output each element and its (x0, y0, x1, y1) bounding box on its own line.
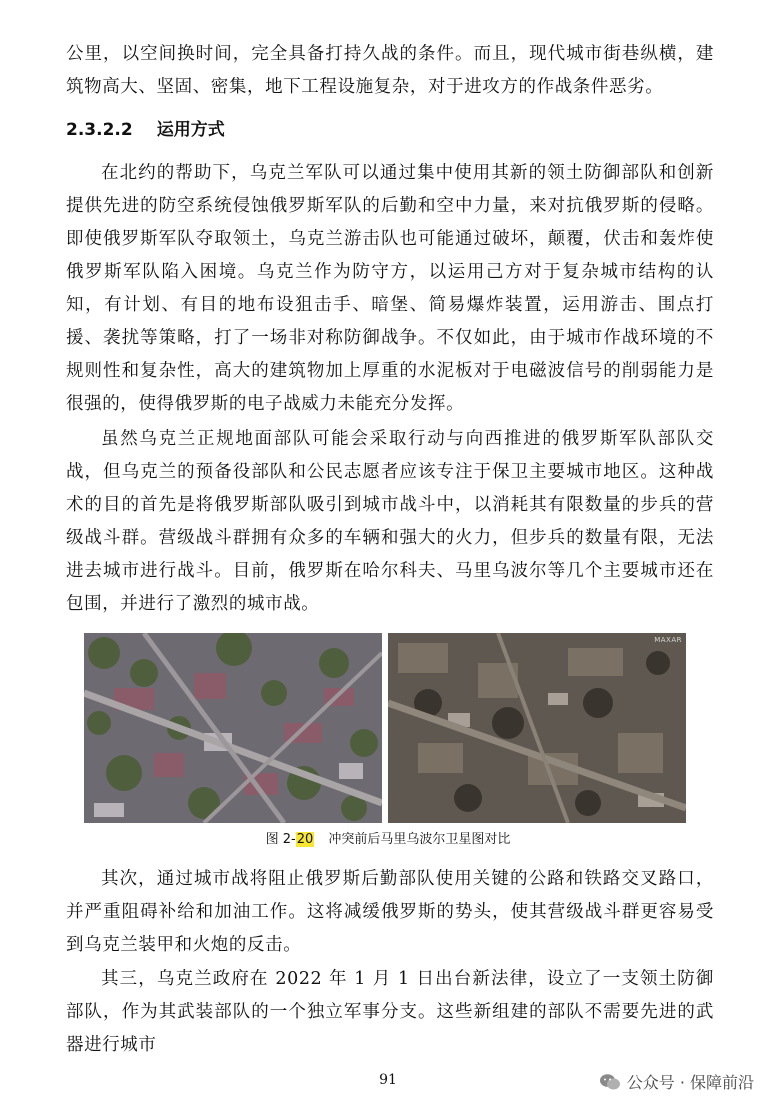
paragraph-intro: 公里，以空间换时间，完全具备打持久战的条件。而且，现代城市街巷纵横，建筑物高大、坚固、密集，地下工程设施复杂，对于进攻方的作战条件恶劣。 (66, 44, 714, 97)
paragraph-logistics: 其次，通过城市战将阻止俄罗斯后勤部队使用关键的公路和铁路交叉路口，并严重阻碍补给和加油工作。这将减缓俄罗斯的势头，使其营级战斗群更容易受到乌克兰装甲和火炮的反击。 (66, 869, 714, 955)
satellite-image-before (84, 633, 382, 823)
wechat-icon (599, 1073, 621, 1091)
image-credit: MAXAR (654, 636, 682, 644)
watermark-text: 公众号 · 保障前沿 (626, 1073, 754, 1092)
section-title: 运用方式 (156, 120, 225, 140)
section-number: 2.3.2.2 (66, 120, 133, 140)
section-heading (66, 118, 225, 142)
caption-prefix: 图 2- (265, 832, 296, 847)
satellite-image-after (388, 633, 686, 823)
paragraph-territorial-defense: 其三，乌克兰政府在 2022 年 1 月 1 日出台新法律，设立了一支领土防御部队，作为其武装部队的一个独立军事分支。这些新组建的部队不需要先进的武器进行城市 (66, 969, 714, 1055)
satellite-comparison-figure (84, 633, 692, 823)
paragraph-nato-support: 在北约的帮助下，乌克兰军队可以通过集中使用其新的领土防御部队和创新提供先进的防空系统侵蚀俄罗斯军队的后勤和空中力量，来对抗俄罗斯的侵略。即使俄罗斯军队夺取领土，乌克兰游击队也可能通过破坏，颠覆，伏击和轰炸使俄罗斯军队陷入困境。乌克兰作为防守方，以运用己方对于复杂城市结构的认知，有计划、有目的地布设狙击手、暗堡、简易爆炸装置，运用游击、围点打援、袭扰等策略，打了一场非对称防御战争。不仅如此，由于城市作战环境的不规则性和复杂性，高大的建筑物加上厚重的水泥板对于电磁波信号的削弱能力是很强的，使得俄罗斯的电子战威力未能充分发挥。 (66, 163, 714, 414)
figure-caption (0, 830, 776, 850)
caption-text: 冲突前后马里乌波尔卫星图对比 (328, 832, 511, 847)
caption-number-highlight: 20 (296, 832, 314, 847)
watermark (599, 1070, 754, 1093)
paragraph-urban-tactics: 虽然乌克兰正规地面部队可能会采取行动与向西推进的俄罗斯军队部队交战，但乌克兰的预备役部队和公民志愿者应该专注于保卫主要城市地区。这种战术的目的首先是将俄罗斯部队吸引到城市战斗中，以消耗其有限数量的步兵的营级战斗群。营级战斗群拥有众多的车辆和强大的火力，但步兵的数量有限，无法进去城市进行战斗。目前，俄罗斯在哈尔科夫、马里乌波尔等几个主要城市还在包围，并进行了激烈的城市战。 (66, 429, 714, 614)
page-number: 91 (379, 1072, 397, 1088)
